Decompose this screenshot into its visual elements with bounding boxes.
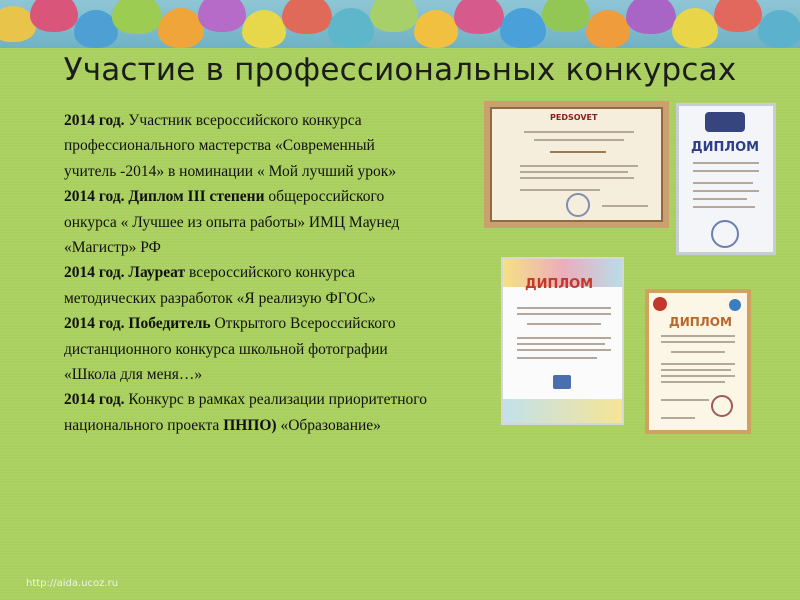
text-segment: «Образование»	[276, 416, 381, 434]
text-line	[64, 159, 484, 184]
certificate-heading: ДИПЛОМ	[525, 277, 594, 292]
text-segment: методических разработок «Я реализую ФГОС»	[64, 289, 376, 307]
competitions-text	[64, 108, 484, 438]
text-line	[64, 133, 484, 158]
text-segment: «Школа для меня…»	[64, 366, 203, 384]
text-segment-bold: 2014 год. Победитель	[64, 315, 211, 333]
text-segment-bold: 2014 год.	[64, 391, 125, 409]
text-line	[64, 184, 484, 209]
text-line	[64, 413, 484, 438]
text-segment: всероссийского конкурса	[185, 264, 355, 282]
text-segment: Конкурс в рамках реализации приоритетного	[124, 391, 427, 409]
text-line	[64, 362, 484, 387]
text-segment: дистанционного конкурса школьной фотографии	[64, 340, 388, 358]
text-segment: национального проекта	[64, 416, 224, 434]
text-line	[64, 260, 484, 285]
text-line	[64, 210, 484, 235]
certificate-image-diploma-school	[501, 257, 624, 425]
certificate-heading: ДИПЛОМ	[691, 140, 760, 155]
text-segment-bold: 2014 год.	[64, 112, 129, 129]
certificate-image-pedsovet	[484, 101, 669, 228]
text-line	[64, 235, 484, 260]
text-line	[64, 108, 484, 133]
text-line	[64, 337, 484, 362]
text-segment: профессионального мастерства «Современный	[64, 137, 375, 155]
text-segment: «Магистр» РФ	[64, 239, 161, 257]
certificate-image-diploma-orange	[645, 289, 751, 434]
certificate-heading: PEDSOVET	[550, 113, 598, 122]
decorative-easter-egg-banner	[0, 0, 800, 48]
text-segment-bold: ПНПО)	[223, 416, 277, 434]
text-segment: учитель -2014» в номинации « Мой лучший урок»	[64, 162, 397, 180]
footer-url: http://aida.ucoz.ru	[26, 578, 119, 589]
text-segment: Участник всероссийского конкурса	[128, 112, 362, 129]
text-line	[64, 311, 484, 336]
text-segment: онкурса « Лучшее из опыта работы» ИМЦ Маунед	[64, 213, 400, 231]
text-line	[64, 387, 484, 412]
text-segment: общероссийского	[264, 188, 385, 206]
text-segment-bold: 2014 год. Лауреат	[64, 264, 186, 282]
text-segment: Открытого Всероссийского	[210, 315, 396, 333]
text-segment-bold: 2014 год. Диплом III степени	[64, 188, 265, 206]
text-line	[64, 286, 484, 311]
certificate-image-diploma-blue	[676, 103, 776, 255]
certificate-heading: ДИПЛОМ	[669, 315, 732, 329]
slide-title: Участие в профессиональных конкурсах	[63, 52, 737, 88]
